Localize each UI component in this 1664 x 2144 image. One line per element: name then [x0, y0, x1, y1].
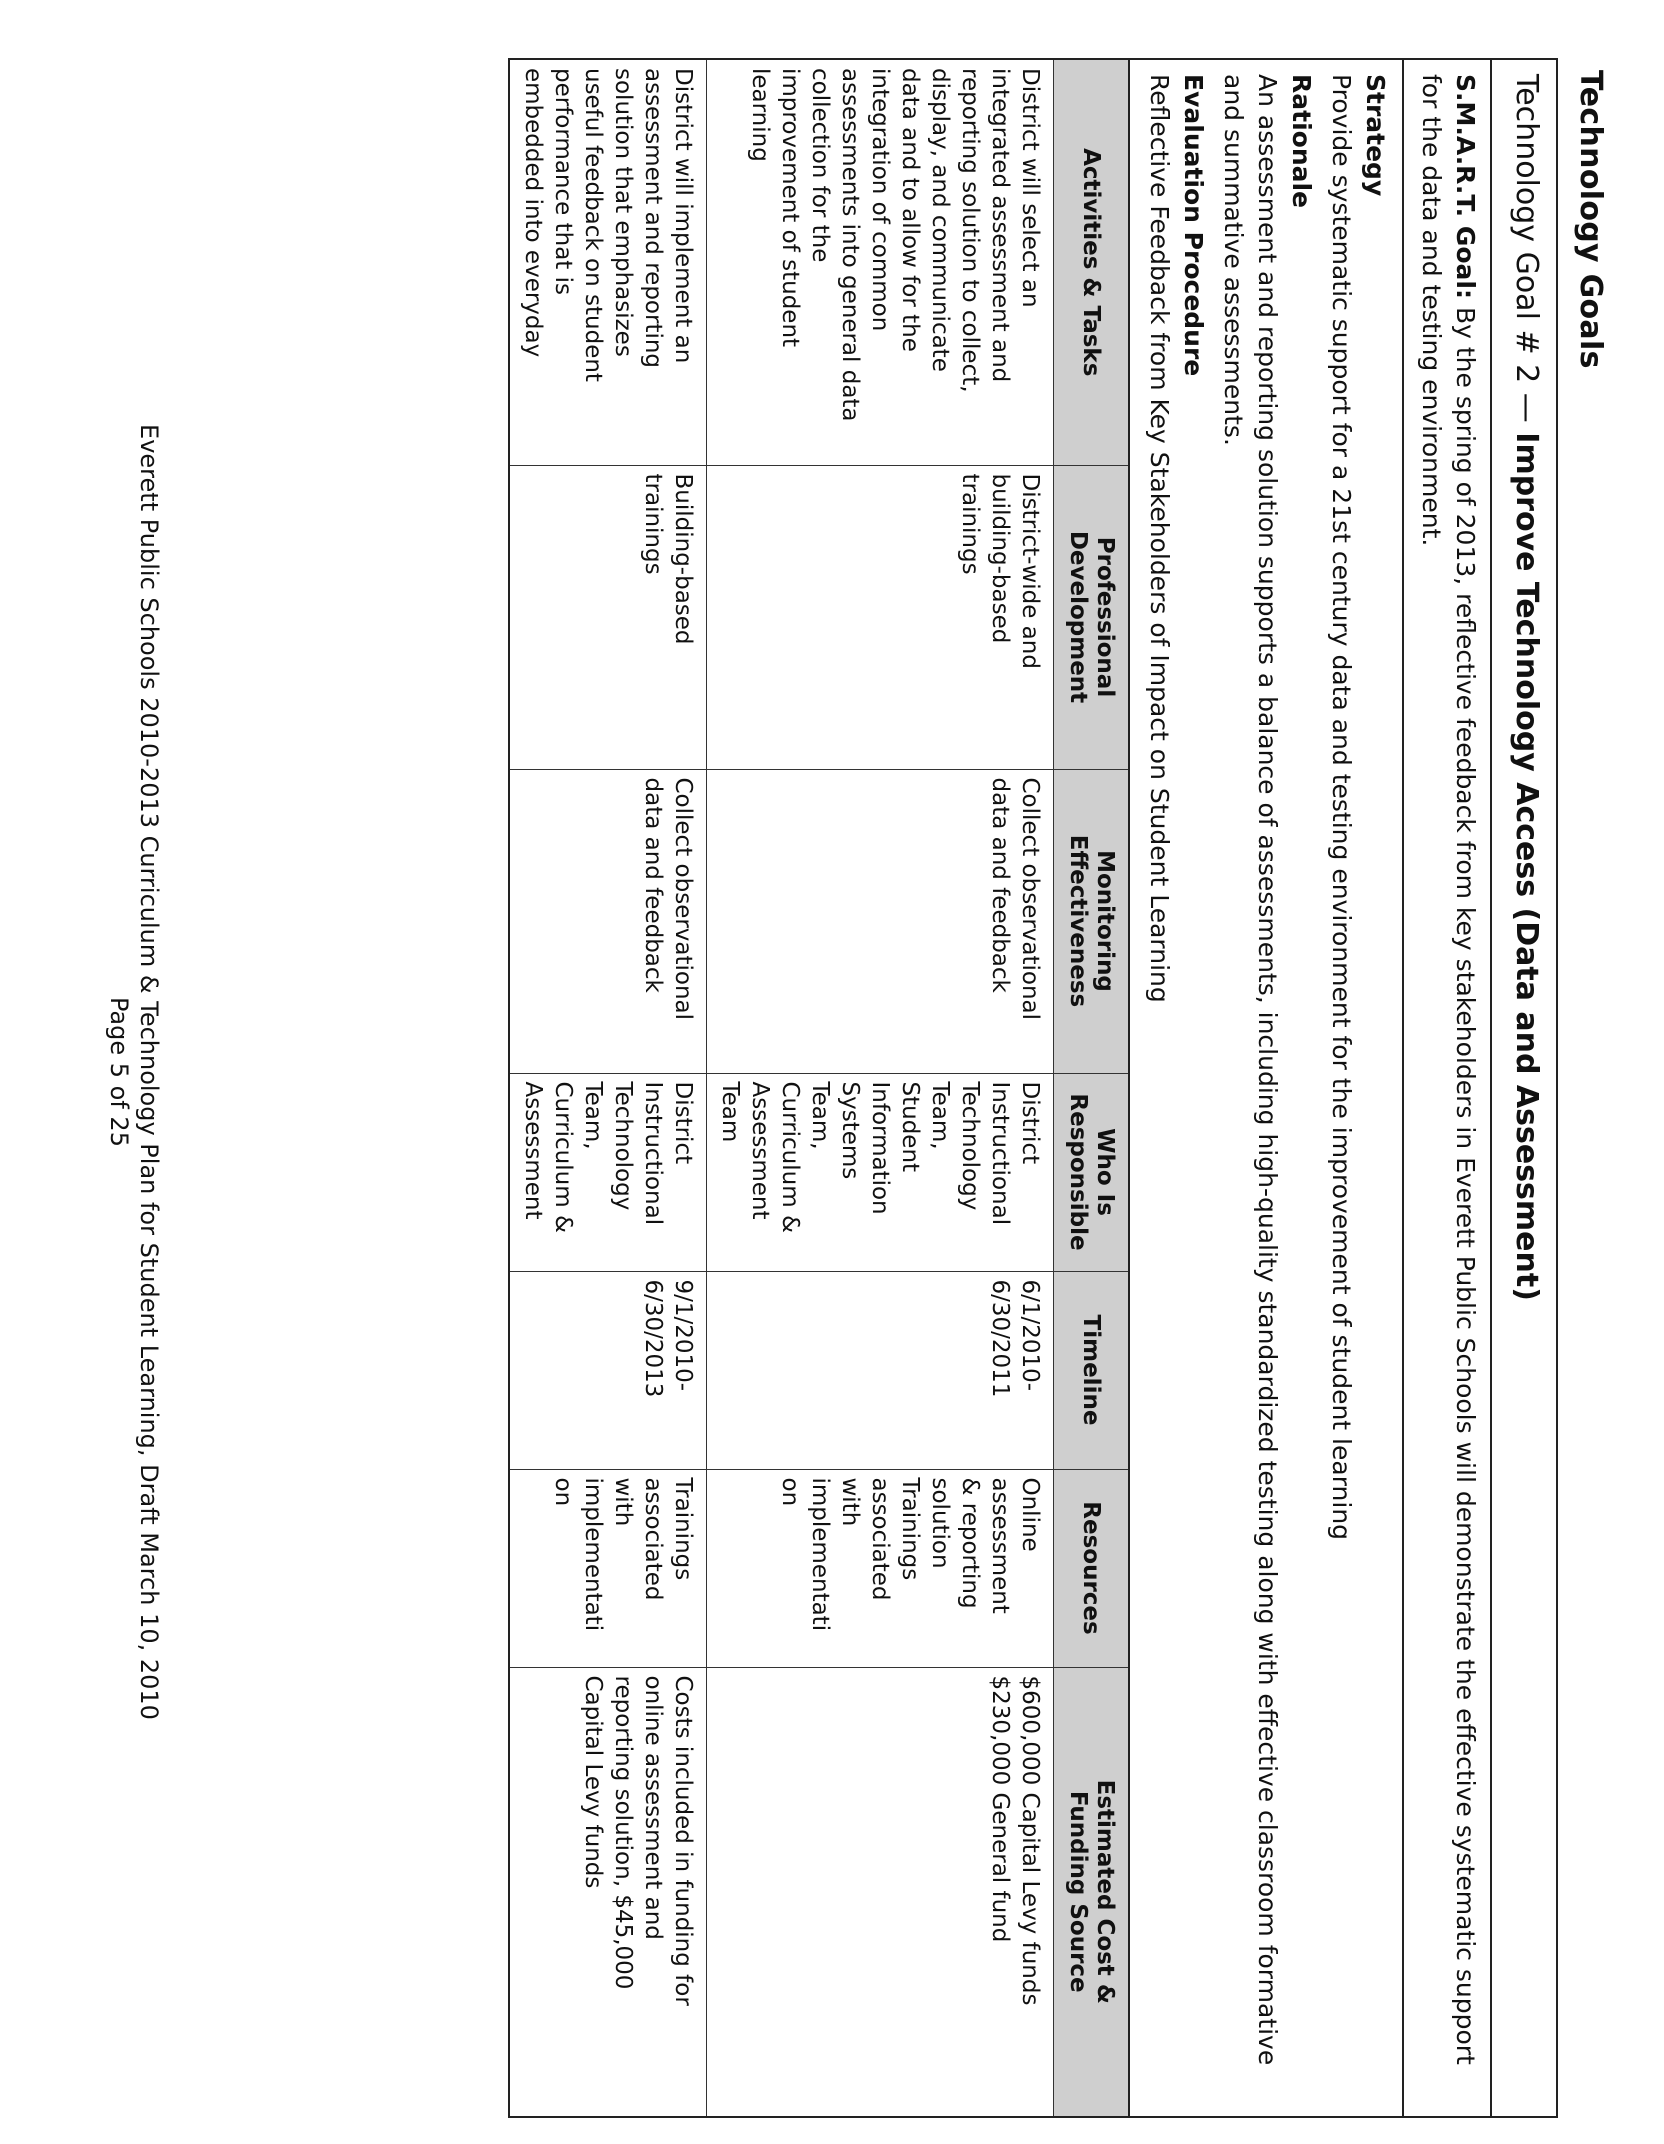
table-row — [707, 60, 1054, 2116]
header-resources: Resources — [1054, 1469, 1130, 1667]
evaluation-heading: Evaluation Procedure — [1179, 74, 1208, 377]
header-monitoring-effectiveness: Monitoring Effectiveness — [1054, 769, 1130, 1073]
cell-activities: District will implement an assessment and reporting solution that emphasizes useful feedback on student performance that is embedded into everyday — [510, 60, 707, 465]
cell-resources: Online assessment & reporting solution Trainings associated with implementati on — [707, 1469, 1054, 1667]
header-activities-tasks: Activities & Tasks — [1054, 60, 1130, 465]
smart-goal — [1402, 60, 1490, 2116]
cell-estimated-cost: Costs included in funding for online assessment and reporting solution, $45,000 Capital Levy funds — [510, 1667, 707, 2116]
smart-goal-text: By the spring of 2013, reflective feedback from key stakeholders in Everett Public Schools will demonstrate the effective systematic support for the data and testing environment. — [1417, 74, 1480, 2065]
rationale-heading: Rationale — [1287, 74, 1316, 209]
header-estimated-cost: Estimated Cost & Funding Source — [1054, 1667, 1130, 2116]
cell-monitoring: Collect observational data and feedback — [510, 769, 707, 1073]
header-who-is-responsible: Who Is Responsible — [1054, 1073, 1130, 1271]
strategy-heading: Strategy — [1361, 74, 1390, 197]
footer-document-title: Everett Public Schools 2010-2013 Curriculum & Technology Plan for Student Learning, Draft March 10, 2010 — [135, 424, 163, 1720]
action-plan-table — [510, 60, 1130, 2116]
table-row — [510, 60, 707, 2116]
evaluation-text: Reflective Feedback from Key Stakeholders of Impact on Student Learning — [1145, 74, 1174, 1003]
cell-professional-development: District-wide and building-based trainings — [707, 465, 1054, 769]
strategy-section — [1130, 60, 1402, 2116]
cell-who-responsible: District Instructional Technology Team, Curriculum & Assessment — [510, 1073, 707, 1271]
cell-timeline: 6/1/2010- 6/30/2011 — [707, 1271, 1054, 1469]
strategy-text: Provide systematic support for a 21st century data and testing environment for the improvement of student learning — [1327, 74, 1356, 1541]
header-timeline: Timeline — [1054, 1271, 1130, 1469]
goal-box — [508, 58, 1558, 2118]
page-title: Technology Goals — [1573, 70, 1608, 369]
goal-heading — [1506, 74, 1546, 2102]
smart-goal-label: S.M.A.R.T. Goal: — [1451, 74, 1480, 299]
goal-name: Improve Technology Access (Data and Assessment) — [1509, 432, 1544, 1301]
footer-page-number: Page 5 of 25 — [105, 997, 133, 1147]
goal-number: Technology Goal # 2 — — [1509, 74, 1544, 433]
cell-timeline: 9/1/2010- 6/30/2013 — [510, 1271, 707, 1469]
cell-estimated-cost: $600,000 Capital Levy funds $230,000 General fund — [707, 1667, 1054, 2116]
cell-professional-development: Building-based trainings — [510, 465, 707, 769]
page-footer — [104, 0, 164, 2144]
cell-who-responsible: District Instructional Technology Team, Student Information Systems Team, Curriculum & Assessment Team — [707, 1073, 1054, 1271]
cell-activities: District will select an integrated assessment and reporting solution to collect, display, and communicate data and to allow for the integration of common assessments into general data collection for the improvement of student learning — [707, 60, 1054, 465]
goal-heading-row — [1490, 60, 1556, 2116]
cell-resources: Trainings associated with implementati on — [510, 1469, 707, 1667]
cell-monitoring: Collect observational data and feedback — [707, 769, 1054, 1073]
table-header-row — [1054, 60, 1130, 2116]
header-professional-development: Professional Development — [1054, 465, 1130, 769]
rationale-text: An assessment and reporting solution supports a balance of assessments, including high-quality standardized testing along with effective classroom formative and summative assessments. — [1219, 74, 1282, 2066]
